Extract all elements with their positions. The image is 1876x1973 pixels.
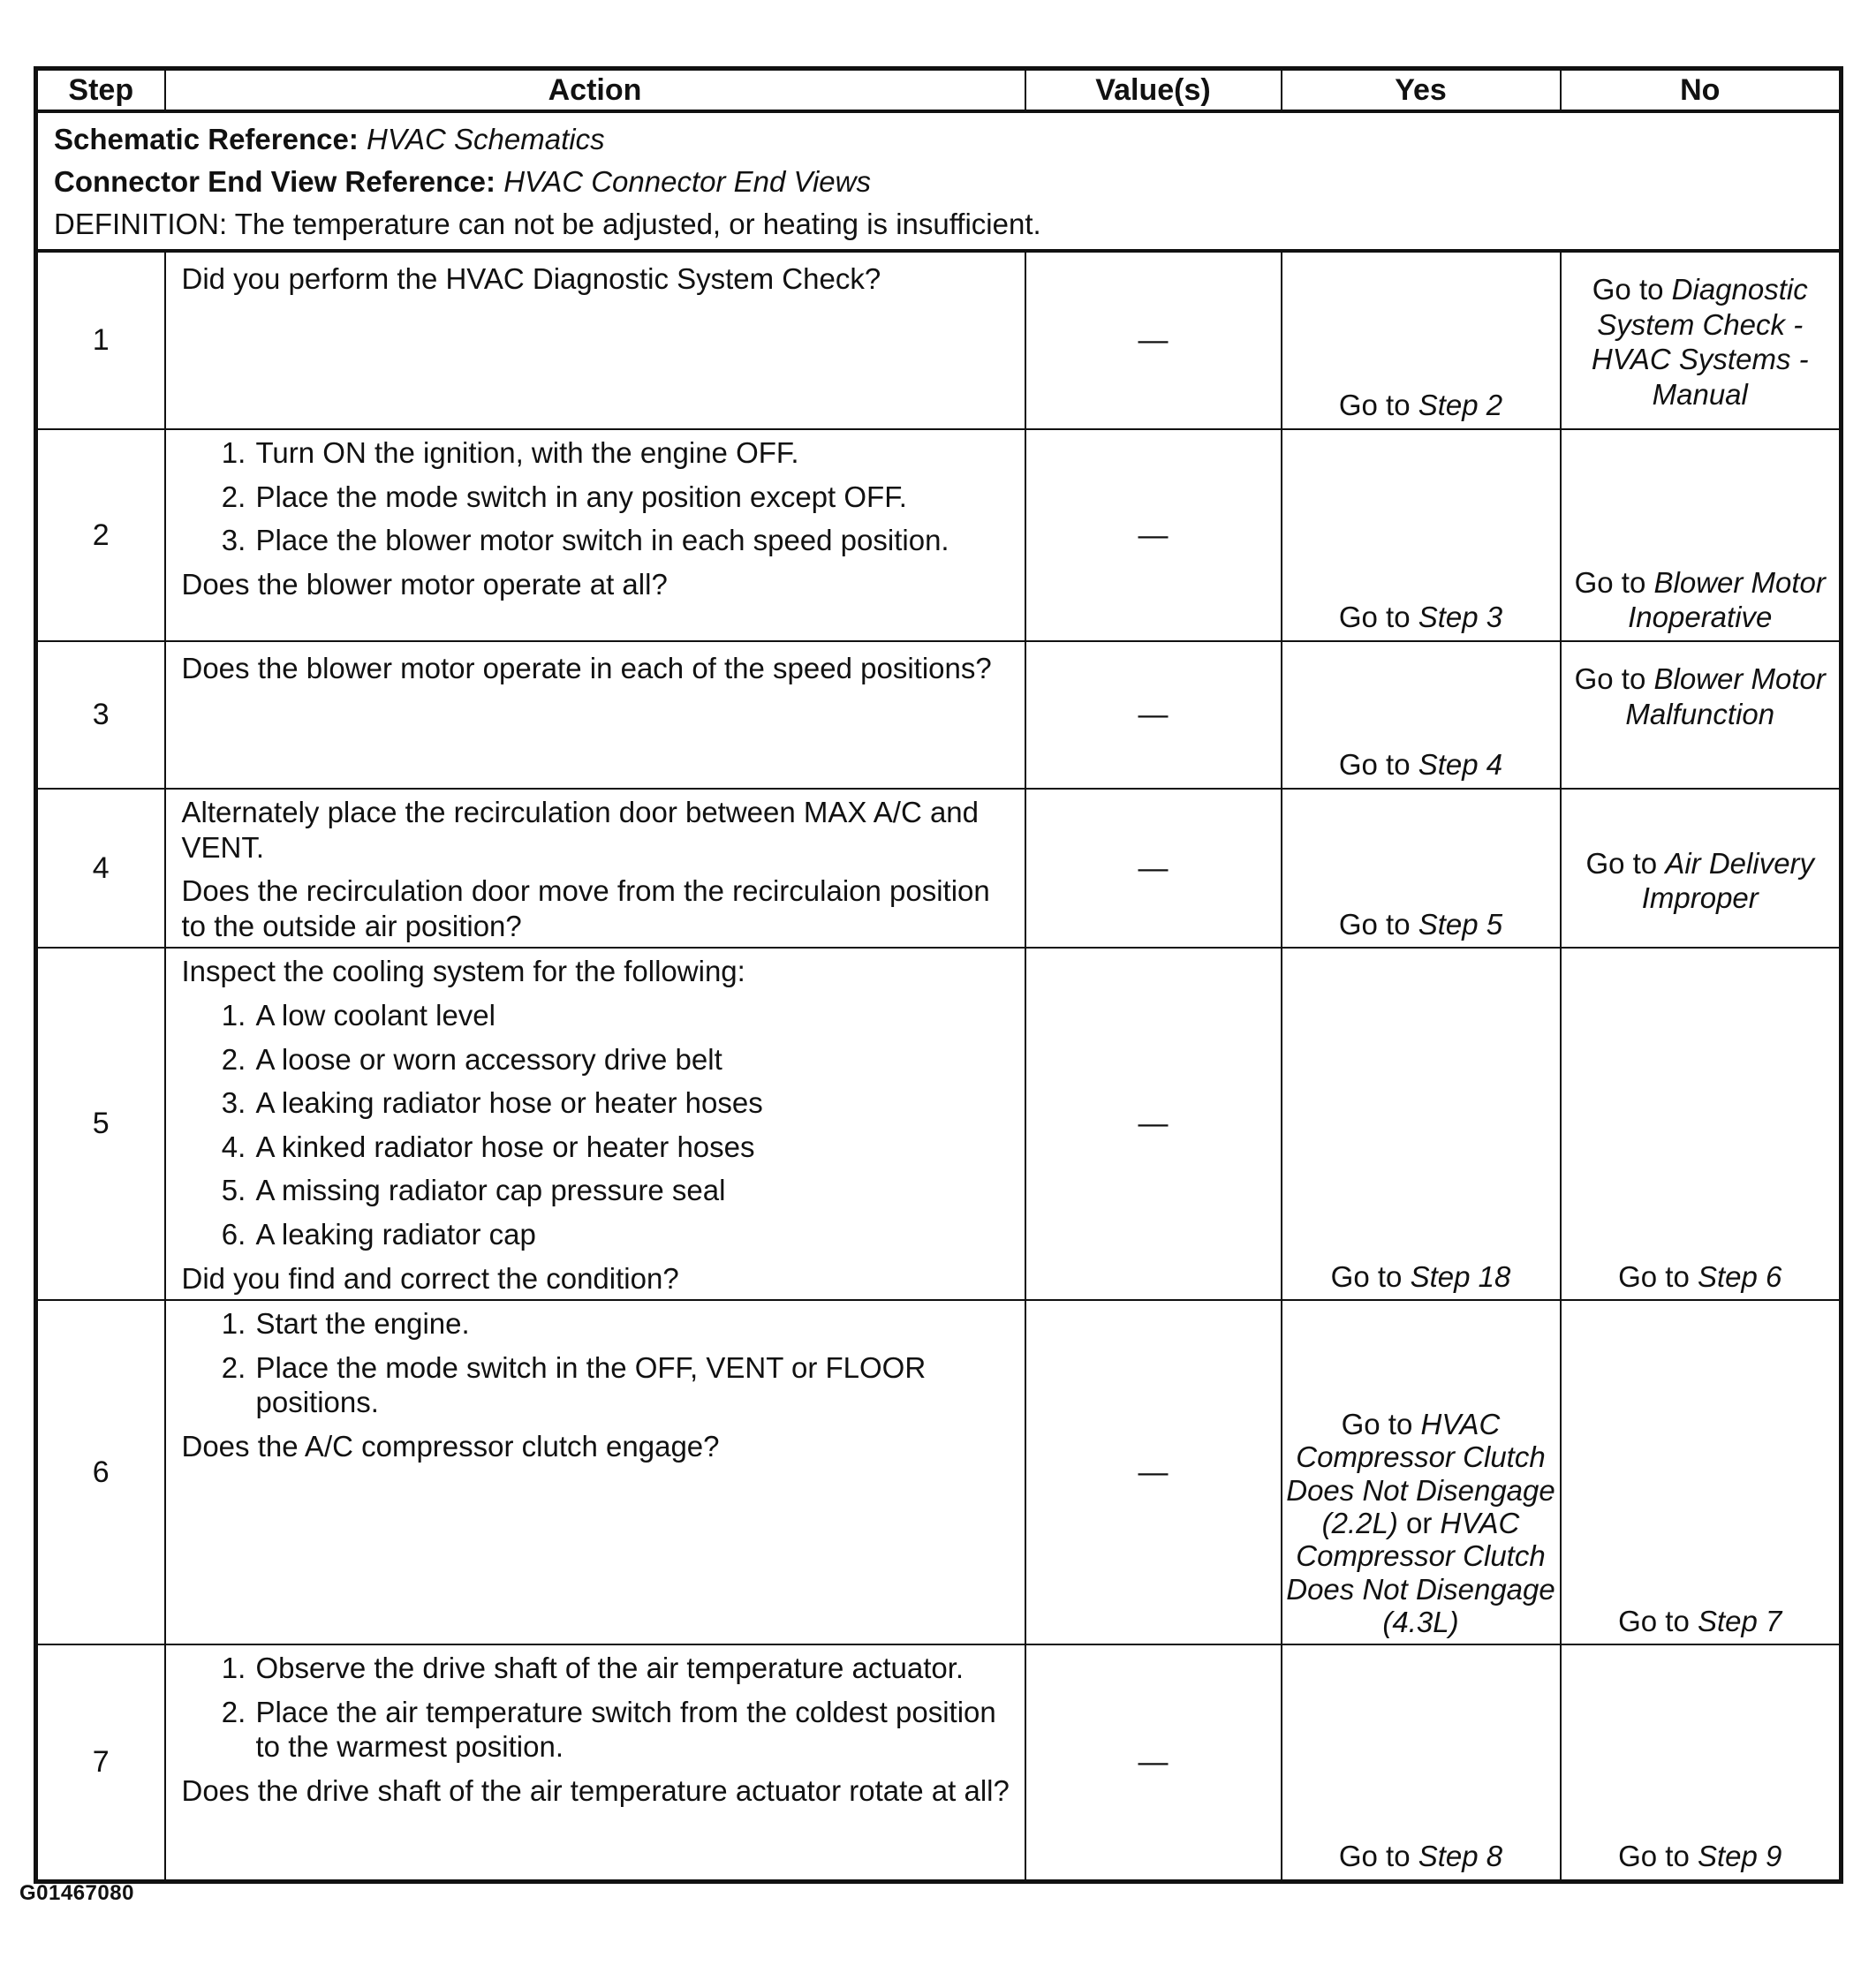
definition: DEFINITION: The temperature can not be adjusted, or heating is insufficient.	[54, 208, 1041, 240]
no-cell	[1561, 789, 1842, 948]
value-cell: —	[1025, 948, 1282, 1300]
goto-text: Go to	[1341, 1408, 1413, 1441]
yes-target: Step 18	[1410, 1259, 1511, 1293]
yes-cell	[1282, 948, 1561, 1300]
value-cell: —	[1025, 1300, 1282, 1644]
list-item: 2. Place the air temperature switch from the coldest position to the warmest position.	[254, 1695, 1014, 1765]
action-question: Does the drive shaft of the air temperature actuator rotate at all?	[181, 1773, 1010, 1807]
action-question: Does the blower motor operate at all?	[181, 567, 668, 601]
step-number: 6	[36, 1300, 165, 1644]
list-item: 2. A loose or worn accessory drive belt	[254, 1042, 1014, 1077]
action-cell	[165, 948, 1025, 1300]
list-item: 2. Place the mode switch in any position except OFF.	[254, 480, 1014, 515]
header-yes: Yes	[1282, 69, 1561, 112]
list-item: 2. Place the mode switch in the OFF, VENT or FLOOR positions.	[254, 1350, 1014, 1420]
action-list	[182, 1651, 1014, 1765]
yes-target: HVAC Compressor Clutch Does Not Disengage (4.3L)	[1286, 1507, 1555, 1638]
no-target: Step 6	[1697, 1259, 1782, 1293]
reference-row	[36, 111, 1842, 251]
action-cell	[165, 1644, 1025, 1881]
table-row	[36, 251, 1842, 429]
goto-text: Go to	[1338, 907, 1411, 941]
or-text: or	[1406, 1507, 1433, 1539]
yes-target: Step 5	[1418, 907, 1503, 941]
goto-text: Go to	[1592, 273, 1664, 306]
yes-target: Step 8	[1418, 1840, 1503, 1873]
no-cell	[1561, 948, 1842, 1300]
no-target: Blower Motor Malfunction	[1625, 662, 1826, 730]
action-question: Does the blower motor operate in each of the speed positions?	[181, 652, 992, 684]
value-cell: —	[1025, 251, 1282, 429]
table-row	[36, 948, 1842, 1300]
action-question: Did you perform the HVAC Diagnostic System Check?	[181, 262, 881, 295]
action-list	[182, 1306, 1014, 1420]
no-cell	[1561, 1644, 1842, 1881]
step-number: 4	[36, 789, 165, 948]
goto-text: Go to	[1618, 1604, 1690, 1637]
header-no: No	[1561, 69, 1842, 112]
connector-reference-label: Connector End View Reference:	[54, 165, 496, 198]
value-cell: —	[1025, 789, 1282, 948]
list-item: 1. Turn ON the ignition, with the engine OFF.	[254, 435, 1014, 471]
yes-cell	[1282, 641, 1561, 789]
goto-text: Go to	[1338, 601, 1411, 634]
header-step: Step	[36, 69, 165, 112]
goto-text: Go to	[1618, 1259, 1690, 1293]
goto-text: Go to	[1338, 1840, 1411, 1873]
reference-cell	[36, 111, 1842, 251]
yes-cell	[1282, 1300, 1561, 1644]
no-cell	[1561, 251, 1842, 429]
list-item: 3. A leaking radiator hose or heater hoses	[254, 1085, 1014, 1121]
action-cell	[165, 641, 1025, 789]
connector-reference-value: HVAC Connector End Views	[503, 165, 871, 198]
goto-text: Go to	[1574, 662, 1646, 695]
header-values: Value(s)	[1025, 69, 1282, 112]
action-list	[182, 998, 1014, 1252]
table-row	[36, 789, 1842, 948]
no-target: Blower Motor Inoperative	[1628, 565, 1826, 634]
yes-cell	[1282, 1644, 1561, 1881]
goto-text: Go to	[1618, 1840, 1690, 1873]
no-target: Air Delivery Improper	[1641, 846, 1815, 915]
action-cell	[165, 251, 1025, 429]
step-number: 2	[36, 429, 165, 641]
value-cell: —	[1025, 429, 1282, 641]
schematic-reference	[54, 118, 1823, 161]
no-cell	[1561, 641, 1842, 789]
no-target: Diagnostic System Check - HVAC Systems - Manual	[1591, 273, 1809, 411]
step-number: 1	[36, 251, 165, 429]
action-cell	[165, 1300, 1025, 1644]
action-cell	[165, 429, 1025, 641]
table-row	[36, 1644, 1842, 1881]
list-item: 1. Observe the drive shaft of the air temperature actuator.	[254, 1651, 1014, 1686]
step-number: 3	[36, 641, 165, 789]
goto-text: Go to	[1585, 846, 1658, 880]
action-intro: Alternately place the recirculation door between MAX A/C and VENT.	[181, 796, 980, 864]
action-cell	[165, 789, 1025, 948]
table-row	[36, 1300, 1842, 1644]
table-row	[36, 641, 1842, 789]
list-item: 1. A low coolant level	[254, 998, 1014, 1033]
no-cell	[1561, 429, 1842, 641]
yes-target: HVAC Compressor Clutch Does Not Disengage (2.2L)	[1286, 1408, 1555, 1539]
goto-text: Go to	[1330, 1259, 1403, 1293]
yes-target: Step 2	[1418, 389, 1503, 422]
yes-cell	[1282, 789, 1561, 948]
schematic-reference-value: HVAC Schematics	[367, 123, 605, 155]
action-question: Did you find and correct the condition?	[181, 1261, 679, 1295]
step-number: 7	[36, 1644, 165, 1881]
value-cell: —	[1025, 641, 1282, 789]
list-item: 6. A leaking radiator cap	[254, 1217, 1014, 1252]
yes-target: Step 4	[1418, 748, 1503, 782]
list-item: 4. A kinked radiator hose or heater hoses	[254, 1130, 1014, 1165]
no-target: Step 9	[1697, 1840, 1782, 1873]
action-question: Does the recirculation door move from the recirculaion position to the outside air position?	[181, 874, 990, 942]
schematic-reference-label: Schematic Reference:	[54, 123, 359, 155]
list-item: 3. Place the blower motor switch in each speed position.	[254, 523, 1014, 558]
yes-cell	[1282, 429, 1561, 641]
goto-text: Go to	[1338, 748, 1411, 782]
header-row	[36, 69, 1842, 112]
diagnostic-table	[34, 66, 1843, 1884]
action-intro: Inspect the cooling system for the following:	[181, 955, 745, 988]
action-question: Does the A/C compressor clutch engage?	[181, 1429, 720, 1463]
table-row	[36, 429, 1842, 641]
list-item: 5. A missing radiator cap pressure seal	[254, 1173, 1014, 1208]
figure-id: G01467080	[19, 1881, 134, 1905]
goto-text: Go to	[1338, 389, 1411, 422]
no-target: Step 7	[1697, 1604, 1782, 1637]
action-list	[182, 435, 1014, 558]
yes-target: Step 3	[1418, 601, 1503, 634]
step-number: 5	[36, 948, 165, 1300]
no-cell	[1561, 1300, 1842, 1644]
value-cell: —	[1025, 1644, 1282, 1881]
goto-text: Go to	[1574, 565, 1646, 599]
header-action: Action	[165, 69, 1025, 112]
list-item: 1. Start the engine.	[254, 1306, 1014, 1342]
yes-cell	[1282, 251, 1561, 429]
connector-reference	[54, 161, 1823, 203]
